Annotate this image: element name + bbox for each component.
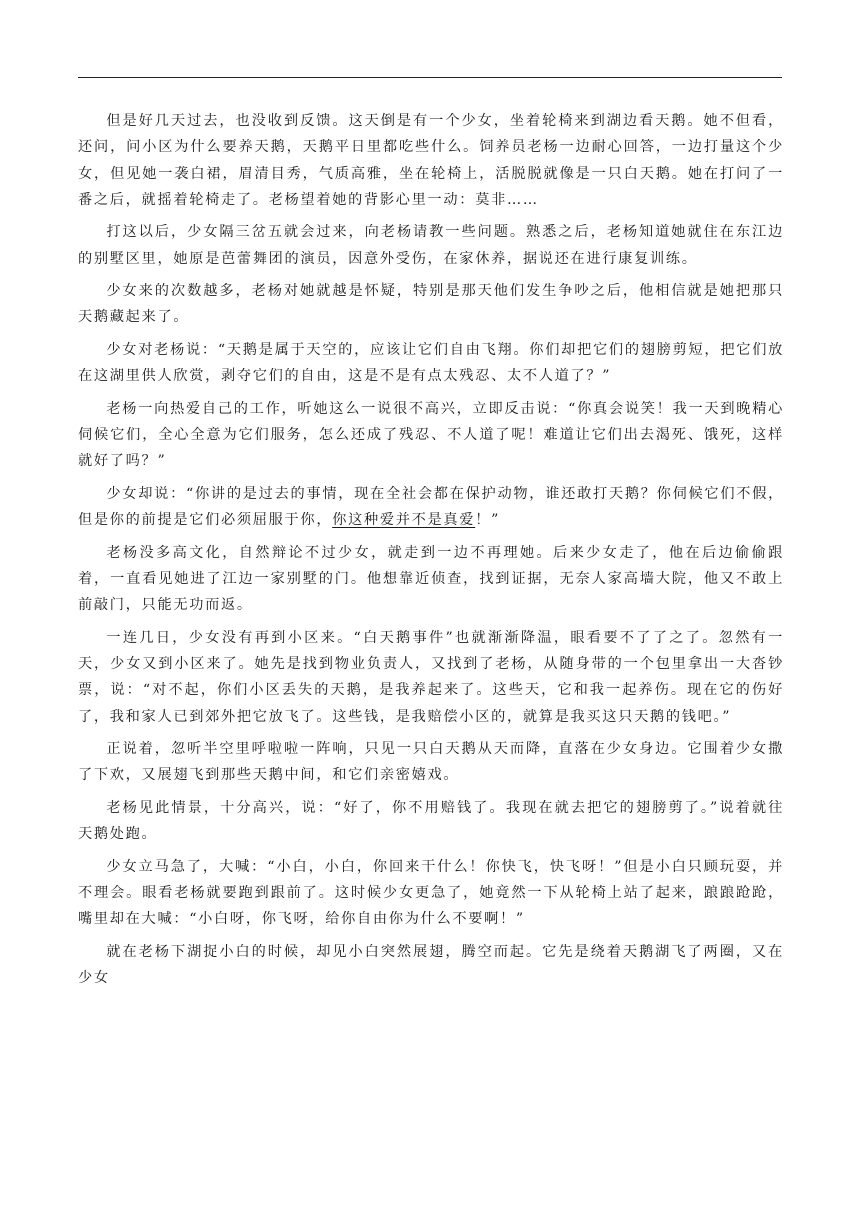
paragraph: 但是好几天过去，也没收到反馈。这天倒是有一个少女，坐着轮椅来到湖边看天鹅。她不但看，还问，问小区为什么要养天鹅，天鹅平日里都吃些什么。饲养员老杨一边耐心回答，一边打量这个少女，但见她一袭白裙，眉清目秀，气质高雅，坐在轮椅上，活脱脱就像是一只白天鹅。她在打问了一番之后，就摇着轮椅走了。老杨望着她的背影心里一动：莫非…… bbox=[78, 113, 784, 208]
paragraph bbox=[78, 481, 784, 534]
paragraph: 一连几日，少女没有再到小区来。“白天鹅事件”也就渐渐降温，眼看要不了了之了。忽然有一天，少女又到小区来了。她先是找到物业负责人，又找到了老杨，从随身带的一个包里拿出一大沓钞票，说：“对不起，你们小区丢失的天鹅，是我养起来了。这些天，它和我一起养伤。现在它的伤好了，我和家人已到郊外把它放飞了。这些钱，是我赔偿小区的，就算是我买这只天鹅的钱吧。” bbox=[78, 629, 784, 725]
paragraph: 老杨一向热爱自己的工作，听她这么一说很不高兴，立即反击说：“你真会说笑！我一天到晚精心伺候它们，全心全意为它们服务，怎么还成了残忍、不人道了呢！难道让它们出去渴死、饿死，这样就好了吗？” bbox=[78, 400, 784, 470]
underlined-sentence: 你这种爱并不是真爱 bbox=[332, 512, 476, 529]
paragraph: 少女对老杨说：“天鹅是属于天空的，应该让它们自由飞翔。你们却把它们的翅膀剪短，把它们放在这湖里供人欣赏，剥夺它们的自由，这是不是有点太残忍、太不人道了？” bbox=[78, 341, 784, 385]
paragraph: 正说着，忽听半空里呼啦啦一阵响，只见一只白天鹅从天而降，直落在少女身边。它围着少女撒了下欢，又展翅飞到那些天鹅中间，和它们亲密嬉戏。 bbox=[78, 741, 784, 784]
paragraph: 少女来的次数越多，老杨对她就越是怀疑，特别是那天他们发生争吵之后，他相信就是她把那只天鹅藏起来了。 bbox=[78, 283, 784, 326]
paragraph-text: 少女却说：“你讲的是过去的事情，现在全社会都在保护动物，谁还敢打天鹅？你伺候它们不假，但是你的前提是它们必须屈服于你， bbox=[78, 485, 784, 529]
paragraph-text: ！” bbox=[475, 512, 501, 529]
article-body bbox=[78, 108, 784, 997]
header-rule bbox=[78, 77, 782, 78]
paragraph: 就在老杨下湖捉小白的时候，却见小白突然展翅，腾空而起。它先是绕着天鹅湖飞了两圈，又在少女 bbox=[78, 943, 784, 986]
paragraph: 老杨没多高文化，自然辩论不过少女，就走到一边不再理她。后来少女走了，他在后边偷偷跟着，一直看见她进了江边一家别墅的门。他想靠近侦查，找到证据，无奈人家高墙大院，他又不敢上前敲门，只能无功而返。 bbox=[78, 544, 784, 614]
paragraph: 老杨见此情景，十分高兴，说：“好了，你不用赔钱了。我现在就去把它的翅膀剪了。”说着就往天鹅处跑。 bbox=[78, 799, 784, 843]
paragraph: 少女立马急了，大喊：“小白，小白，你回来干什么！你快飞，快飞呀！”但是小白只顾玩耍，并不理会。眼看老杨就要跑到跟前了。这时候少女更急了，她竟然一下从轮椅上站了起来，踉踉跄跄，嘴里却在大喊：“小白呀，你飞呀，给你自由你为什么不要啊！” bbox=[78, 858, 784, 928]
paragraph: 打这以后，少女隔三岔五就会过来，向老杨请教一些问题。熟悉之后，老杨知道她就住在东江边的别墅区里，她原是芭蕾舞团的演员，因意外受伤，在家休养，据说还在进行康复训练。 bbox=[78, 224, 784, 267]
